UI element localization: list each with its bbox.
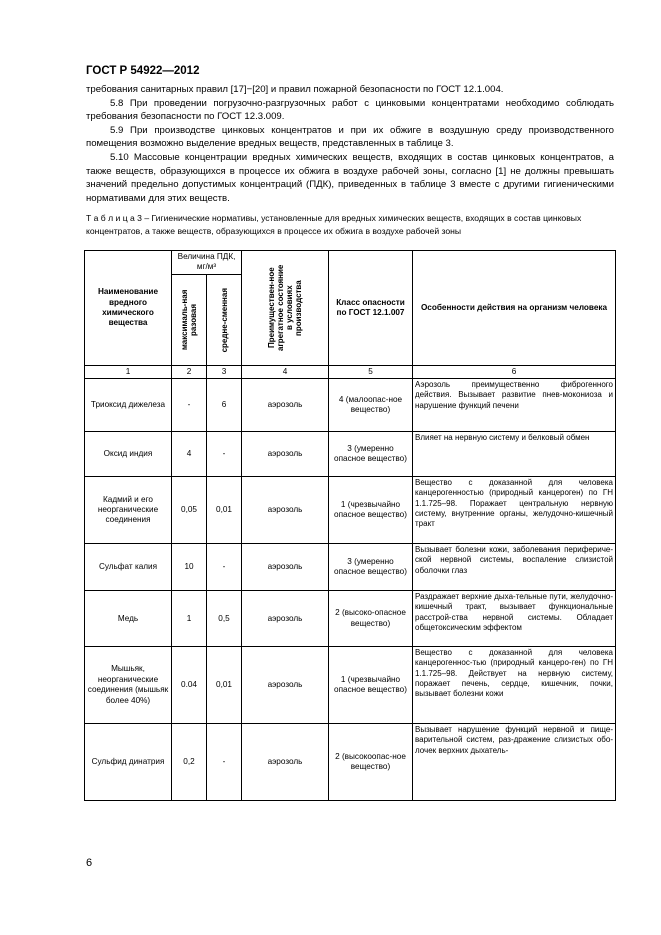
body-text <box>86 83 614 205</box>
cell-max: 1 <box>172 591 207 647</box>
document-header: ГОСТ Р 54922—2012 <box>86 65 200 77</box>
cell-class: 2 (высокоопас-ное вещество) <box>329 724 413 801</box>
cell-avg: - <box>207 432 242 477</box>
cell-max: 0,05 <box>172 477 207 544</box>
cell-avg: 0,01 <box>207 647 242 724</box>
cell-class: 3 (умеренно опасное вещество) <box>329 544 413 591</box>
cell-state: аэрозоль <box>242 432 329 477</box>
cell-class: 3 (умеренно опасное вещество) <box>329 432 413 477</box>
cell-class: 2 (высоко-опасное вещество) <box>329 591 413 647</box>
cell-max: 0,2 <box>172 724 207 801</box>
header-aggregate-state: Преимуществен-ное агрегатное состояние в условиях производства <box>242 251 329 366</box>
cell-name: Мышьяк, неорганические соединения (мышьяк более 40%) <box>85 647 172 724</box>
header-effects: Особенности действия на организм человека <box>413 251 616 366</box>
cell-effect: Влияет на нервную систему и белковый обмен <box>413 432 616 477</box>
cell-state: аэрозоль <box>242 591 329 647</box>
cell-name: Медь <box>85 591 172 647</box>
header-max-single: максималь-ная разовая <box>172 274 207 365</box>
table-row <box>85 477 616 544</box>
cell-state: аэрозоль <box>242 724 329 801</box>
cell-effect: Вещество с доказанной для человека канцерогенностью (природный канцероген) по ГН 1.1.725–98. Поражает центральную нервную систему, внутренние органы, желудочно-кишечный тракт <box>413 477 616 544</box>
cell-max: 0.04 <box>172 647 207 724</box>
cell-max: 10 <box>172 544 207 591</box>
column-number: 4 <box>242 365 329 378</box>
header-hazard-class: Класс опасности по ГОСТ 12.1.007 <box>329 251 413 366</box>
table-row <box>85 432 616 477</box>
table-row <box>85 647 616 724</box>
cell-class: 1 (чрезвычайно опасное вещество) <box>329 477 413 544</box>
cell-state: аэрозоль <box>242 477 329 544</box>
cell-effect: Вызывает нарушение функций нервной и пище-варительной систем, раз-дражение слизистых обо-лочек верхних дыхатель- <box>413 724 616 801</box>
table-row <box>85 379 616 432</box>
cell-max: 4 <box>172 432 207 477</box>
table-row <box>85 591 616 647</box>
cell-avg: 6 <box>207 379 242 432</box>
paragraph: требования санитарных правил [17]−[20] и правил пожарной безопасности по ГОСТ 12.1.004. <box>86 84 504 95</box>
cell-state: аэрозоль <box>242 379 329 432</box>
cell-name: Кадмий и его неорганические соединения <box>85 477 172 544</box>
table-row <box>85 544 616 591</box>
column-number: 6 <box>413 365 616 378</box>
table-row <box>85 724 616 801</box>
header-pdk-group: Величина ПДК, мг/м³ <box>172 251 242 275</box>
cell-effect: Вызывает болезни кожи, заболевания периферичe-ской нервной системы, воспаление слизистой оболочки глаз <box>413 544 616 591</box>
cell-name: Сульфид динатрия <box>85 724 172 801</box>
header-avg-shift: средне-сменная <box>207 274 242 365</box>
cell-name: Оксид индия <box>85 432 172 477</box>
cell-effect: Раздражает верхние дыха-тельные пути, желудочно-кишечный тракт, вызывает функциональные расстрой-ства нервной системы. Обладает общетоксическим эффектом <box>413 591 616 647</box>
paragraph-5-10: 5.10 Массовые концентрации вредных химических веществ, входящих в состав цинковых концентратов, а также веществ, образующихся в процессе их обжига в воздухе рабочей зоны, согласно [1] не должны превышать значений предельно допустимых концентраций (ПДК), приведенных в таблице 3 вместе с другими гигиеническими нормативами для этих веществ. <box>86 151 614 204</box>
page-number: 6 <box>86 857 93 869</box>
paragraph-5-9: 5.9 При производстве цинковых концентратов и при их обжиге в воздушную среду производственного помещения возможно выделение вредных веществ, представленных в таблице 3. <box>86 124 614 150</box>
cell-state: аэрозоль <box>242 647 329 724</box>
column-number: 5 <box>329 365 413 378</box>
cell-effect: Аэрозоль преимущественно фиброгенного действия. Вызывает развитие пнев-мокониоза и нарушение функций печени <box>413 379 616 432</box>
table-caption: Т а б л и ц а 3 – Гигиенические нормативы, установленные для вредных химических веществ, входящих в состав цинковых концентратов, а также веществ, образующихся в процессе их обжига в воздухе рабочей зоны <box>86 213 582 236</box>
cell-class: 4 (малоопас-ное вещество) <box>329 379 413 432</box>
cell-state: аэрозоль <box>242 544 329 591</box>
cell-avg: - <box>207 724 242 801</box>
cell-avg: - <box>207 544 242 591</box>
cell-max: - <box>172 379 207 432</box>
header-name: Наименование вредного химического вещества <box>85 251 172 366</box>
cell-avg: 0,5 <box>207 591 242 647</box>
cell-effect: Вещество с доказанной для человека канцерогеннос-тью (природный канцеро-ген) по ГН 1.1.725–98. Действует на нервную систему, поражает печень, сердце, кишечник, почки, вызывает болезни кожи <box>413 647 616 724</box>
cell-name: Триоксид дижелеза <box>85 379 172 432</box>
cell-name: Сульфат калия <box>85 544 172 591</box>
cell-avg: 0,01 <box>207 477 242 544</box>
hygiene-standards-table <box>84 250 616 801</box>
column-number: 3 <box>207 365 242 378</box>
column-number: 1 <box>85 365 172 378</box>
paragraph-5-8: 5.8 При проведении погрузочно-разгрузочных работ с цинковыми концентратами необходимо соблюдать требования безопасности по ГОСТ 12.3.009. <box>86 97 614 123</box>
cell-class: 1 (чрезвычайно опасное вещество) <box>329 647 413 724</box>
column-number: 2 <box>172 365 207 378</box>
